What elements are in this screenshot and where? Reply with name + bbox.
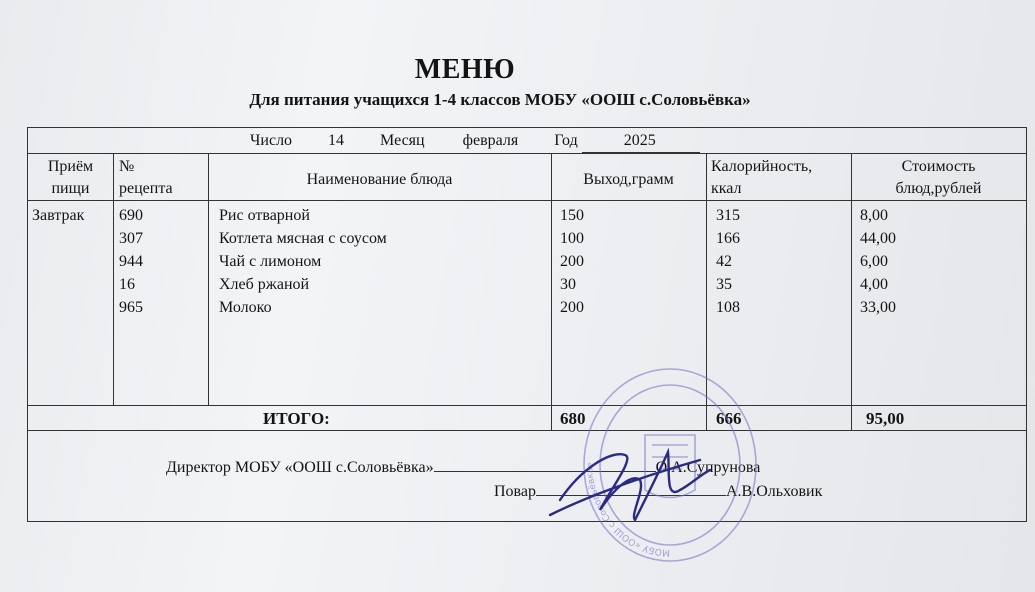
table-row-recipe: 965 <box>119 299 143 316</box>
day-value: 14 <box>328 132 345 149</box>
dish-column <box>219 204 387 319</box>
director-label: Директор МОБУ «ООШ с.Соловьёвка» <box>166 459 434 476</box>
total-row-divider <box>28 405 1026 406</box>
table-row-cost: 44,00 <box>860 230 896 247</box>
table-row-cost: 33,00 <box>860 299 896 316</box>
column-divider-4 <box>706 153 707 430</box>
total-cost: 95,00 <box>866 409 905 428</box>
recipe-column <box>119 204 143 319</box>
day-label: Число <box>250 132 293 149</box>
table-row-recipe: 307 <box>119 230 143 247</box>
column-header-meal: Приём пищи <box>47 158 94 197</box>
cook-label: Повар <box>494 483 536 500</box>
yield-column <box>560 204 584 319</box>
table-row-cost: 4,00 <box>860 276 888 293</box>
table-row-recipe: 16 <box>119 276 135 293</box>
table-row-calories: 315 <box>716 207 740 224</box>
year-value: 2025 <box>582 129 700 153</box>
table-row-calories: 108 <box>716 299 740 316</box>
column-header-yield: Выход,грамм <box>583 171 674 188</box>
table-row-calories: 166 <box>716 230 740 247</box>
table-row-dish: Котлета мясная с соусом <box>219 230 387 247</box>
table-row-dish: Чай с лимоном <box>219 253 322 270</box>
document-subtitle: Для питания учащихся 1-4 классов МОБУ «ООШ с.Соловьёвка» <box>249 90 751 109</box>
month-label: Месяц <box>380 132 425 149</box>
table-row-recipe: 944 <box>119 253 143 270</box>
document-title: МЕНЮ <box>414 54 516 85</box>
table-row-dish: Молоко <box>219 299 272 316</box>
column-header-cost: Стоимость блюд,рублей <box>895 158 982 197</box>
header-row-divider <box>28 200 1026 201</box>
date-line <box>250 129 700 153</box>
column-header-dish: Наименование блюда <box>306 171 453 188</box>
director-signature-line <box>166 456 760 479</box>
column-header-recipe: № рецепта <box>119 158 173 197</box>
table-row-cost: 8,00 <box>860 207 888 224</box>
signature-section-divider <box>28 430 1026 431</box>
table-row-dish: Хлеб ржаной <box>219 276 310 293</box>
table-row-calories: 42 <box>716 253 732 270</box>
table-row-yield: 30 <box>560 276 576 293</box>
table-row-calories: 35 <box>716 276 732 293</box>
total-label: ИТОГО: <box>263 409 330 428</box>
month-value: февраля <box>462 132 519 149</box>
table-row-yield: 150 <box>560 207 584 224</box>
table-row-recipe: 690 <box>119 207 143 224</box>
meal-name: Завтрак <box>32 207 85 224</box>
column-header-calories: Калорийность, ккал <box>711 158 813 197</box>
table-row-dish: Рис отварной <box>219 207 310 224</box>
cook-signature-line <box>494 480 822 503</box>
menu-table <box>27 127 1027 522</box>
director-name: О.А.Супрунова <box>655 459 761 476</box>
cost-column <box>860 204 896 319</box>
date-row-divider <box>28 153 1026 154</box>
total-yield: 680 <box>560 409 586 428</box>
table-row-yield: 100 <box>560 230 584 247</box>
total-calories: 666 <box>716 409 742 428</box>
column-divider-3 <box>551 153 552 430</box>
cook-name: А.В.Ольховик <box>726 483 823 500</box>
column-divider-1 <box>113 153 114 405</box>
table-row-yield: 200 <box>560 299 584 316</box>
calories-column <box>716 204 740 319</box>
table-row-yield: 200 <box>560 253 584 270</box>
year-label: Год <box>554 132 578 149</box>
stamp-text: МОБУ «ООШ с.Соловьёвка» <box>585 461 671 558</box>
table-row-cost: 6,00 <box>860 253 888 270</box>
